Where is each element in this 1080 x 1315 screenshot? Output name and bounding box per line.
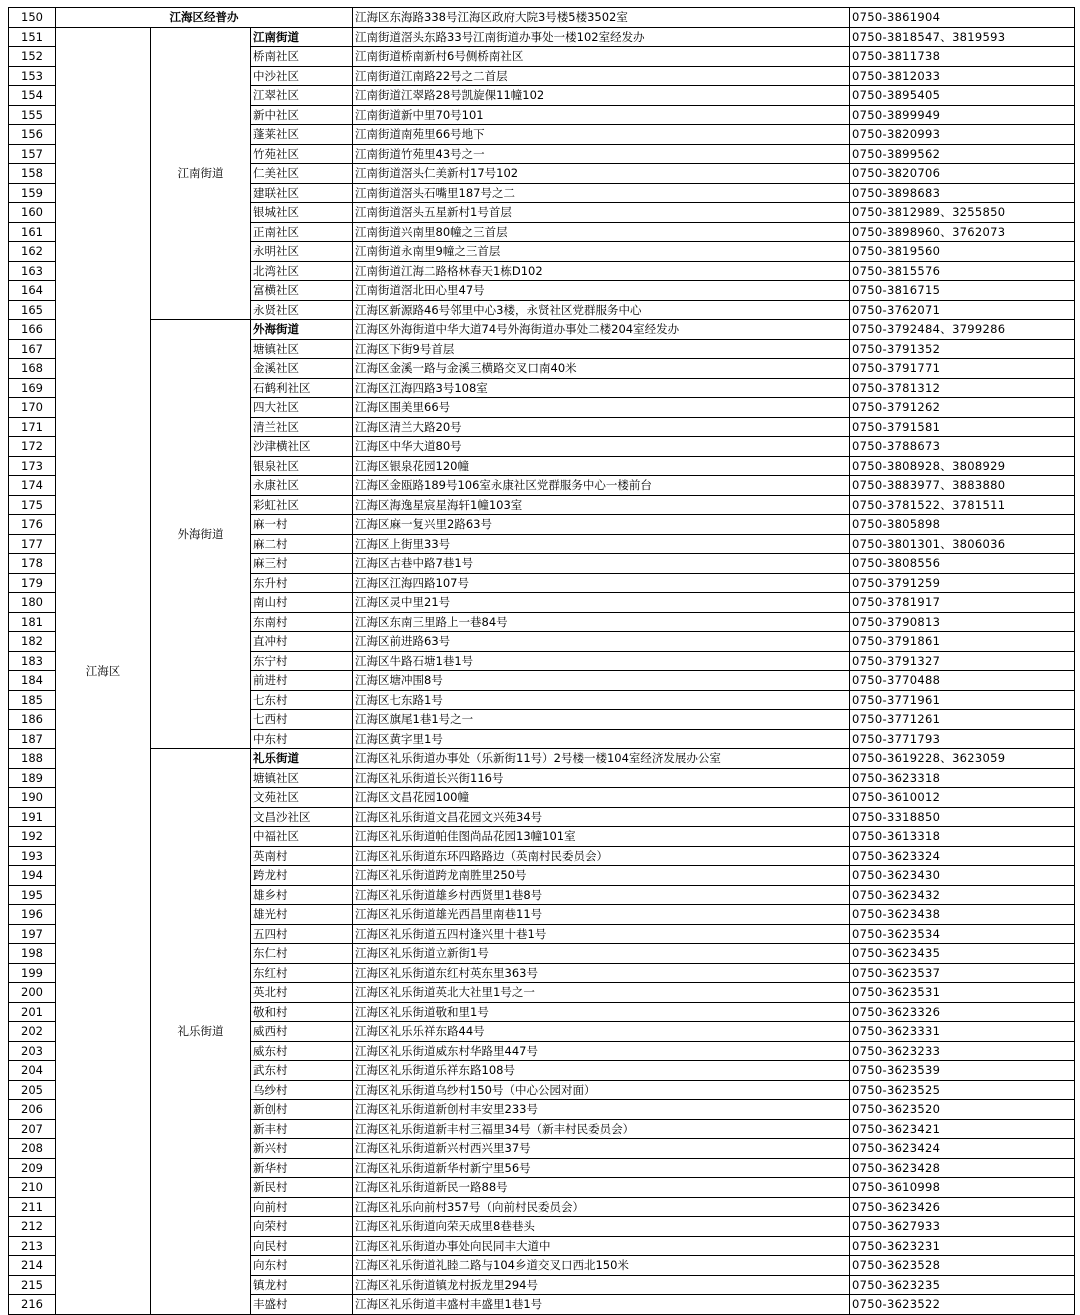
district-cell: 江海区: [56, 27, 151, 1314]
row-number: 158: [9, 164, 56, 184]
row-number: 161: [9, 222, 56, 242]
address-cell: 江海区礼乐街道五四村逢兴里十巷1号: [353, 924, 850, 944]
address-cell: 江海区文昌花园100幢: [353, 788, 850, 808]
row-number: 170: [9, 398, 56, 418]
row-number: 189: [9, 768, 56, 788]
phone-cell: 0750-3808928、3808929: [850, 456, 1075, 476]
phone-cell: 0750-3623537: [850, 963, 1075, 983]
unit-cell: 富横社区: [251, 281, 353, 301]
row-number: 205: [9, 1080, 56, 1100]
address-cell: 江海区新源路46号邻里中心3楼，永贤社区党群服务中心: [353, 300, 850, 320]
unit-cell: 跨龙村: [251, 866, 353, 886]
phone-cell: 0750-3791771: [850, 359, 1075, 379]
phone-cell: 0750-3788673: [850, 437, 1075, 457]
row-number: 188: [9, 749, 56, 769]
address-cell: 江海区旗尾1巷1号之一: [353, 710, 850, 730]
unit-cell: 麻一村: [251, 515, 353, 535]
unit-cell: 东宁村: [251, 651, 353, 671]
unit-cell: 江南街道: [251, 27, 353, 47]
office-cell: 江海区经普办: [56, 8, 353, 28]
phone-cell: 0750-3623522: [850, 1295, 1075, 1315]
unit-cell: 江翠社区: [251, 86, 353, 106]
phone-cell: 0750-3883977、3883880: [850, 476, 1075, 496]
row-number: 162: [9, 242, 56, 262]
phone-cell: 0750-3623438: [850, 905, 1075, 925]
row-number: 200: [9, 983, 56, 1003]
unit-cell: 塘镇社区: [251, 339, 353, 359]
row-number: 194: [9, 866, 56, 886]
address-cell: 江海区古巷中路7巷1号: [353, 554, 850, 574]
address-cell: 江海区七东路1号: [353, 690, 850, 710]
unit-cell: 清兰社区: [251, 417, 353, 437]
phone-cell: 0750-3861904: [850, 8, 1075, 28]
phone-cell: 0750-3613318: [850, 827, 1075, 847]
unit-cell: 向前村: [251, 1197, 353, 1217]
row-number: 214: [9, 1256, 56, 1276]
phone-cell: 0750-3762071: [850, 300, 1075, 320]
phone-cell: 0750-3899949: [850, 105, 1075, 125]
address-cell: 江海区礼乐街道办事处（乐新街11号）2号楼一楼104室经济发展办公室: [353, 749, 850, 769]
address-cell: 江海区礼乐向前村357号（向前村民委员会）: [353, 1197, 850, 1217]
unit-cell: 东红村: [251, 963, 353, 983]
phone-cell: 0750-3623534: [850, 924, 1075, 944]
row-number: 216: [9, 1295, 56, 1315]
unit-cell: 沙津横社区: [251, 437, 353, 457]
address-cell: 江海区礼乐街道新丰村三福里34号（新丰村民委员会）: [353, 1119, 850, 1139]
row-number: 183: [9, 651, 56, 671]
address-cell: 江海区礼乐街道丰盛村丰盛里1巷1号: [353, 1295, 850, 1315]
row-number: 171: [9, 417, 56, 437]
row-number: 169: [9, 378, 56, 398]
address-cell: 江南街道滘头仁美新村17号102: [353, 164, 850, 184]
row-number: 208: [9, 1139, 56, 1159]
phone-cell: 0750-3623432: [850, 885, 1075, 905]
table-row: [9, 8, 1075, 28]
address-cell: 江南街道竹苑里43号之一: [353, 144, 850, 164]
unit-cell: 中沙社区: [251, 66, 353, 86]
phone-cell: 0750-3781522、3781511: [850, 495, 1075, 515]
address-cell: 江南街道南苑里66号地下: [353, 125, 850, 145]
row-number: 156: [9, 125, 56, 145]
phone-cell: 0750-3898683: [850, 183, 1075, 203]
unit-cell: 银城社区: [251, 203, 353, 223]
row-number: 204: [9, 1061, 56, 1081]
row-number: 213: [9, 1236, 56, 1256]
phone-cell: 0750-3791581: [850, 417, 1075, 437]
unit-cell: 正南社区: [251, 222, 353, 242]
unit-cell: 雄乡村: [251, 885, 353, 905]
table-row: [9, 749, 1075, 769]
unit-cell: 向荣村: [251, 1217, 353, 1237]
unit-cell: 新民村: [251, 1178, 353, 1198]
table-row: [9, 320, 1075, 340]
address-cell: 江海区礼乐街道东环四路路边（英南村民委员会）: [353, 846, 850, 866]
phone-cell: 0750-3899562: [850, 144, 1075, 164]
unit-cell: 文苑社区: [251, 788, 353, 808]
address-cell: 江海区礼乐乐祥东路44号: [353, 1022, 850, 1042]
row-number: 184: [9, 671, 56, 691]
unit-cell: 英北村: [251, 983, 353, 1003]
address-cell: 江海区金溪一路与金溪三横路交叉口南40米: [353, 359, 850, 379]
address-cell: 江南街道兴南里80幢之三首层: [353, 222, 850, 242]
address-cell: 江海区外海街道中华大道74号外海街道办事处二楼204室经发办: [353, 320, 850, 340]
phone-cell: 0750-3610012: [850, 788, 1075, 808]
address-cell: 江海区礼乐街道礼睦二路与104乡道交叉口西北150米: [353, 1256, 850, 1276]
address-cell: 江南街道滘头石嘴里187号之二: [353, 183, 850, 203]
row-number: 195: [9, 885, 56, 905]
phone-cell: 0750-3623324: [850, 846, 1075, 866]
address-cell: 江海区东南三里路上一巷84号: [353, 612, 850, 632]
phone-cell: 0750-3623531: [850, 983, 1075, 1003]
phone-cell: 0750-3781312: [850, 378, 1075, 398]
phone-cell: 0750-3623421: [850, 1119, 1075, 1139]
address-cell: 江海区礼乐街道雄光西昌里南巷11号: [353, 905, 850, 925]
row-number: 196: [9, 905, 56, 925]
address-cell: 江海区银泉花园120幢: [353, 456, 850, 476]
phone-cell: 0750-3815576: [850, 261, 1075, 281]
phone-cell: 0750-3623520: [850, 1100, 1075, 1120]
unit-cell: 仁美社区: [251, 164, 353, 184]
row-number: 185: [9, 690, 56, 710]
phone-cell: 0750-3623525: [850, 1080, 1075, 1100]
address-cell: 江海区灵中里21号: [353, 593, 850, 613]
unit-cell: 七东村: [251, 690, 353, 710]
phone-cell: 0750-3791352: [850, 339, 1075, 359]
phone-cell: 0750-3623235: [850, 1275, 1075, 1295]
address-cell: 江海区礼乐街道立新街1号: [353, 944, 850, 964]
unit-cell: 南山村: [251, 593, 353, 613]
address-cell: 江海区围美里66号: [353, 398, 850, 418]
address-cell: 江南街道新中里70号101: [353, 105, 850, 125]
phone-cell: 0750-3771793: [850, 729, 1075, 749]
address-cell: 江海区礼乐街道敬和里1号: [353, 1002, 850, 1022]
row-number: 181: [9, 612, 56, 632]
row-number: 179: [9, 573, 56, 593]
row-number: 172: [9, 437, 56, 457]
address-cell: 江海区礼乐街道新华村新宁里56号: [353, 1158, 850, 1178]
row-number: 160: [9, 203, 56, 223]
row-number: 164: [9, 281, 56, 301]
address-cell: 江海区下街9号首层: [353, 339, 850, 359]
phone-cell: 0750-3791861: [850, 632, 1075, 652]
row-number: 186: [9, 710, 56, 730]
row-number: 150: [9, 8, 56, 28]
unit-cell: 五四村: [251, 924, 353, 944]
unit-cell: 建联社区: [251, 183, 353, 203]
row-number: 197: [9, 924, 56, 944]
address-cell: 江海区礼乐街道文昌花园文兴苑34号: [353, 807, 850, 827]
unit-cell: 四大社区: [251, 398, 353, 418]
phone-cell: 0750-3792484、3799286: [850, 320, 1075, 340]
address-cell: 江海区清兰大路20号: [353, 417, 850, 437]
row-number: 176: [9, 515, 56, 535]
row-number: 180: [9, 593, 56, 613]
row-number: 193: [9, 846, 56, 866]
row-number: 174: [9, 476, 56, 496]
unit-cell: 丰盛村: [251, 1295, 353, 1315]
unit-cell: 文昌沙社区: [251, 807, 353, 827]
phone-cell: 0750-3898960、3762073: [850, 222, 1075, 242]
phone-cell: 0750-3610998: [850, 1178, 1075, 1198]
phone-cell: 0750-3771961: [850, 690, 1075, 710]
row-number: 210: [9, 1178, 56, 1198]
address-cell: 江南街道江翠路28号凯旋倮11幢102: [353, 86, 850, 106]
address-cell: 江海区礼乐街道新兴村西兴里37号: [353, 1139, 850, 1159]
row-number: 182: [9, 632, 56, 652]
address-cell: 江海区礼乐街道威东村华路里447号: [353, 1041, 850, 1061]
row-number: 201: [9, 1002, 56, 1022]
phone-cell: 0750-3812033: [850, 66, 1075, 86]
address-cell: 江南街道滘头五星新村1号首层: [353, 203, 850, 223]
row-number: 192: [9, 827, 56, 847]
unit-cell: 新创村: [251, 1100, 353, 1120]
address-cell: 江海区礼乐街道乌纱村150号（中心公园对面）: [353, 1080, 850, 1100]
phone-cell: 0750-3623231: [850, 1236, 1075, 1256]
phone-cell: 0750-3623424: [850, 1139, 1075, 1159]
phone-cell: 0750-3623528: [850, 1256, 1075, 1276]
row-number: 187: [9, 729, 56, 749]
street-cell: 江南街道: [151, 27, 251, 320]
row-number: 159: [9, 183, 56, 203]
address-cell: 江南街道滘北田心里47号: [353, 281, 850, 301]
address-cell: 江海区牛路石塘1巷1号: [353, 651, 850, 671]
unit-cell: 向东村: [251, 1256, 353, 1276]
address-cell: 江海区江海四路3号108室: [353, 378, 850, 398]
phone-cell: 0750-3623326: [850, 1002, 1075, 1022]
row-number: 211: [9, 1197, 56, 1217]
unit-cell: 银泉社区: [251, 456, 353, 476]
phone-cell: 0750-3895405: [850, 86, 1075, 106]
unit-cell: 东仁村: [251, 944, 353, 964]
phone-cell: 0750-3808556: [850, 554, 1075, 574]
address-cell: 江南街道滘头东路33号江南街道办事处一楼102室经发办: [353, 27, 850, 47]
phone-cell: 0750-3619228、3623059: [850, 749, 1075, 769]
address-cell: 江海区江海四路107号: [353, 573, 850, 593]
unit-cell: 麻二村: [251, 534, 353, 554]
row-number: 215: [9, 1275, 56, 1295]
unit-cell: 彩虹社区: [251, 495, 353, 515]
phone-cell: 0750-3811738: [850, 47, 1075, 67]
phone-cell: 0750-3770488: [850, 671, 1075, 691]
row-number: 167: [9, 339, 56, 359]
address-cell: 江海区金瓯路189号106室永康社区党群服务中心一楼前台: [353, 476, 850, 496]
address-cell: 江海区黄字里1号: [353, 729, 850, 749]
street-cell: 外海街道: [151, 320, 251, 749]
row-number: 153: [9, 66, 56, 86]
address-cell: 江南街道江海二路格林春天1栋D102: [353, 261, 850, 281]
row-number: 207: [9, 1119, 56, 1139]
phone-cell: 0750-3623435: [850, 944, 1075, 964]
unit-cell: 雄光村: [251, 905, 353, 925]
phone-cell: 0750-3791262: [850, 398, 1075, 418]
row-number: 191: [9, 807, 56, 827]
row-number: 168: [9, 359, 56, 379]
phone-cell: 0750-3771261: [850, 710, 1075, 730]
phone-cell: 0750-3791259: [850, 573, 1075, 593]
unit-cell: 七西村: [251, 710, 353, 730]
unit-cell: 麻三村: [251, 554, 353, 574]
address-cell: 江海区礼乐街道向荣天成里8巷巷头: [353, 1217, 850, 1237]
row-number: 202: [9, 1022, 56, 1042]
row-number: 198: [9, 944, 56, 964]
row-number: 212: [9, 1217, 56, 1237]
unit-cell: 蓬莱社区: [251, 125, 353, 145]
address-cell: 江海区礼乐街道新创村丰安里233号: [353, 1100, 850, 1120]
row-number: 177: [9, 534, 56, 554]
phone-cell: 0750-3627933: [850, 1217, 1075, 1237]
unit-cell: 镇龙村: [251, 1275, 353, 1295]
row-number: 155: [9, 105, 56, 125]
address-cell: 江海区麻一复兴里2路63号: [353, 515, 850, 535]
unit-cell: 金溪社区: [251, 359, 353, 379]
unit-cell: 向民村: [251, 1236, 353, 1256]
unit-cell: 中福社区: [251, 827, 353, 847]
address-cell: 江海区礼乐街道跨龙南胜里250号: [353, 866, 850, 886]
phone-cell: 0750-3623430: [850, 866, 1075, 886]
unit-cell: 威西村: [251, 1022, 353, 1042]
phone-cell: 0750-3820993: [850, 125, 1075, 145]
table-row: [9, 27, 1075, 47]
unit-cell: 中东村: [251, 729, 353, 749]
address-cell: 江海区塘冲围8号: [353, 671, 850, 691]
phone-cell: 0750-3819560: [850, 242, 1075, 262]
phone-cell: 0750-3801301、3806036: [850, 534, 1075, 554]
phone-cell: 0750-3816715: [850, 281, 1075, 301]
unit-cell: 北湾社区: [251, 261, 353, 281]
phone-cell: 0750-3623539: [850, 1061, 1075, 1081]
table-body: [9, 8, 1075, 1315]
unit-cell: 前进村: [251, 671, 353, 691]
phone-cell: 0750-3623233: [850, 1041, 1075, 1061]
unit-cell: 乌纱村: [251, 1080, 353, 1100]
unit-cell: 新丰村: [251, 1119, 353, 1139]
row-number: 206: [9, 1100, 56, 1120]
unit-cell: 永明社区: [251, 242, 353, 262]
row-number: 165: [9, 300, 56, 320]
row-number: 209: [9, 1158, 56, 1178]
address-cell: 江海区礼乐街道帕佳图尚品花园13幢101室: [353, 827, 850, 847]
row-number: 175: [9, 495, 56, 515]
phone-cell: 0750-3805898: [850, 515, 1075, 535]
unit-cell: 塘镇社区: [251, 768, 353, 788]
unit-cell: 东升村: [251, 573, 353, 593]
address-cell: 江海区礼乐街道乐祥东路108号: [353, 1061, 850, 1081]
unit-cell: 永康社区: [251, 476, 353, 496]
unit-cell: 东南村: [251, 612, 353, 632]
unit-cell: 新华村: [251, 1158, 353, 1178]
unit-cell: 外海街道: [251, 320, 353, 340]
phone-cell: 0750-3820706: [850, 164, 1075, 184]
unit-cell: 竹苑社区: [251, 144, 353, 164]
address-cell: 江海区礼乐街道英北大社里1号之一: [353, 983, 850, 1003]
row-number: 203: [9, 1041, 56, 1061]
unit-cell: 礼乐街道: [251, 749, 353, 769]
phone-cell: 0750-3318850: [850, 807, 1075, 827]
phone-cell: 0750-3623318: [850, 768, 1075, 788]
address-cell: 江海区礼乐街道长兴街116号: [353, 768, 850, 788]
phone-cell: 0750-3812989、3255850: [850, 203, 1075, 223]
address-cell: 江海区礼乐街道雄乡村西贤里1巷8号: [353, 885, 850, 905]
row-number: 178: [9, 554, 56, 574]
phone-cell: 0750-3623428: [850, 1158, 1075, 1178]
unit-cell: 英南村: [251, 846, 353, 866]
address-cell: 江海区上街里33号: [353, 534, 850, 554]
address-cell: 江海区前进路63号: [353, 632, 850, 652]
phone-cell: 0750-3781917: [850, 593, 1075, 613]
unit-cell: 直冲村: [251, 632, 353, 652]
address-cell: 江海区海逸星宸星海轩1幢103室: [353, 495, 850, 515]
address-cell: 江海区中华大道80号: [353, 437, 850, 457]
phone-cell: 0750-3790813: [850, 612, 1075, 632]
street-cell: 礼乐街道: [151, 749, 251, 1315]
address-cell: 江海区礼乐街道镇龙村扳龙里294号: [353, 1275, 850, 1295]
unit-cell: 新兴村: [251, 1139, 353, 1159]
unit-cell: 桥南社区: [251, 47, 353, 67]
row-number: 199: [9, 963, 56, 983]
row-number: 154: [9, 86, 56, 106]
address-cell: 江南街道江南路22号之二首层: [353, 66, 850, 86]
row-number: 157: [9, 144, 56, 164]
address-cell: 江海区东海路338号江海区政府大院3号楼5楼3502室: [353, 8, 850, 28]
unit-cell: 新中社区: [251, 105, 353, 125]
unit-cell: 武东村: [251, 1061, 353, 1081]
unit-cell: 敬和村: [251, 1002, 353, 1022]
unit-cell: 石鹤利社区: [251, 378, 353, 398]
row-number: 152: [9, 47, 56, 67]
unit-cell: 永贤社区: [251, 300, 353, 320]
row-number: 190: [9, 788, 56, 808]
row-number: 166: [9, 320, 56, 340]
phone-cell: 0750-3791327: [850, 651, 1075, 671]
address-cell: 江南街道永南里9幢之三首层: [353, 242, 850, 262]
address-cell: 江海区礼乐街道新民一路88号: [353, 1178, 850, 1198]
phone-cell: 0750-3623426: [850, 1197, 1075, 1217]
unit-cell: 威东村: [251, 1041, 353, 1061]
row-number: 151: [9, 27, 56, 47]
contact-table: [8, 7, 1075, 1315]
row-number: 173: [9, 456, 56, 476]
phone-cell: 0750-3623331: [850, 1022, 1075, 1042]
address-cell: 江南街道桥南新村6号侧桥南社区: [353, 47, 850, 67]
phone-cell: 0750-3818547、3819593: [850, 27, 1075, 47]
address-cell: 江海区礼乐街道东红村英东里363号: [353, 963, 850, 983]
row-number: 163: [9, 261, 56, 281]
address-cell: 江海区礼乐街道办事处向民同丰大道中: [353, 1236, 850, 1256]
